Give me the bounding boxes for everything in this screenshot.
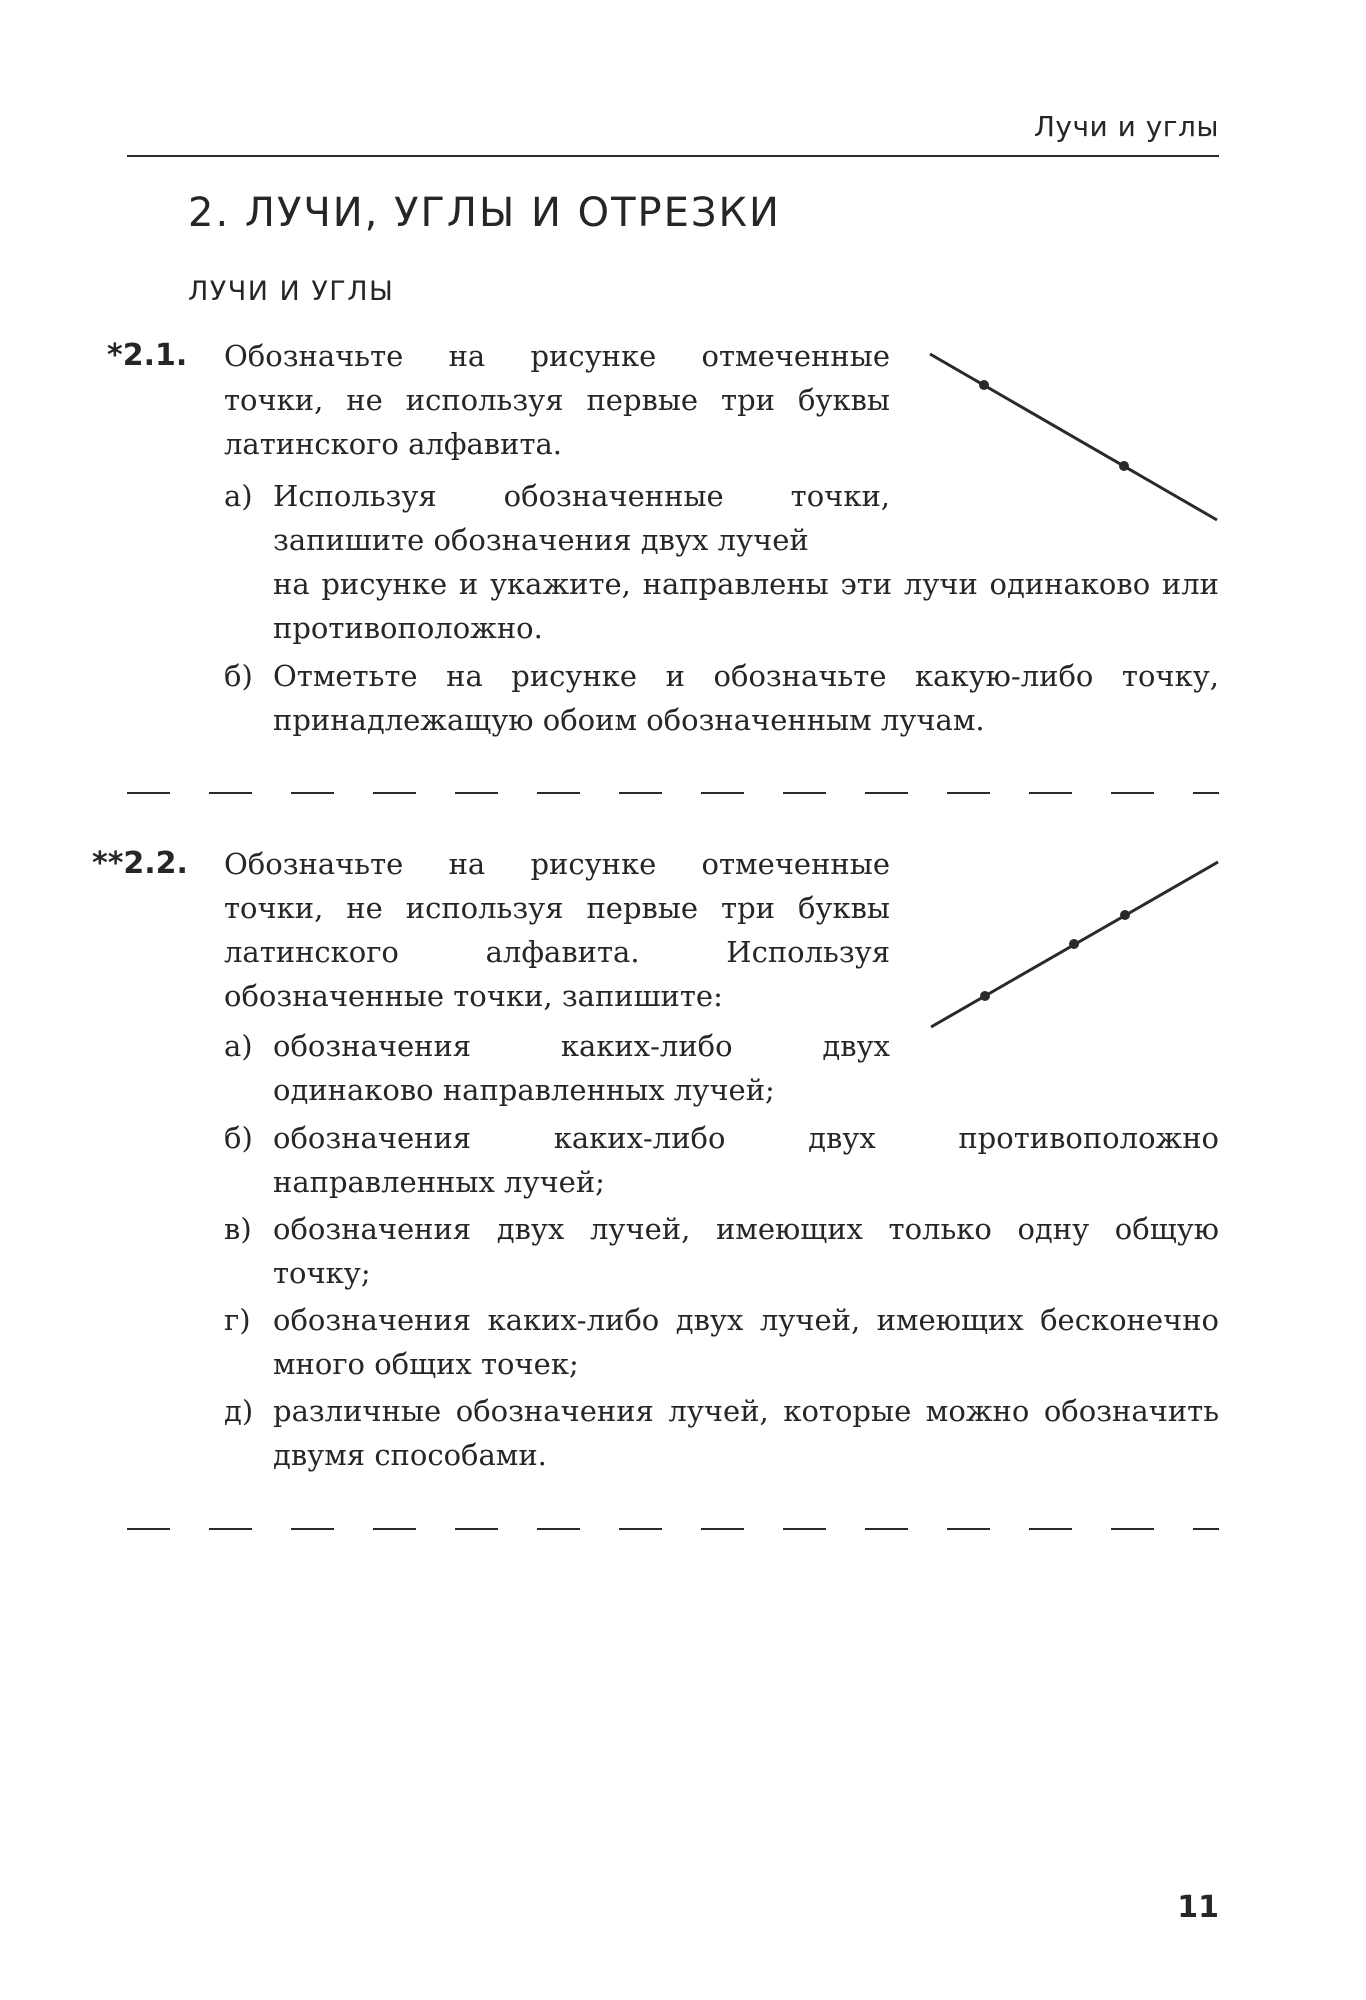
problem-statement: Обозначьте на рисунке отмеченные точки, не используя первые три буквы латинского алфавита. Используя обозначенные точки, запишите: <box>224 847 890 1013</box>
item-text: обозначения двух лучей, имеющих только одну общую точку; <box>273 1212 1219 1290</box>
item-text: Используя обозначенные точки, запишите обозначения двух лучей <box>273 479 890 557</box>
figure-point <box>979 380 989 390</box>
header-rule <box>127 155 1219 157</box>
dashed-separator <box>127 1528 1219 1530</box>
chapter-title: 2. ЛУЧИ, УГЛЫ И ОТРЕЗКИ <box>188 190 781 236</box>
page-number: 11 <box>1177 1890 1219 1925</box>
figure-point <box>980 991 990 1001</box>
item-text: обозначения каких-либо двух лучей, имеющих бесконечно много общих точек; <box>273 1303 1219 1381</box>
item-text-continued: на рисунке и укажите, направлены эти лучи одинаково или противоположно. <box>273 567 1219 645</box>
item-marker: а) <box>224 479 253 513</box>
item-marker: а) <box>224 1029 253 1063</box>
problem-number: *2.1. <box>107 338 188 373</box>
item-marker: г) <box>224 1303 251 1337</box>
item-marker: б) <box>224 1121 253 1155</box>
item-text: обозначения каких-либо двух одинаково направленных лучей; <box>273 1029 890 1107</box>
item-marker: б) <box>224 659 253 693</box>
figure-line <box>930 354 1217 520</box>
item-marker: д) <box>224 1394 254 1428</box>
problem-statement: Обозначьте на рисунке отмеченные точки, не используя первые три буквы латинского алфавита. <box>224 339 890 461</box>
running-head: Лучи и углы <box>1033 110 1219 143</box>
figure-point <box>1069 939 1079 949</box>
item-text: Отметьте на рисунке и обозначьте какую-либо точку, принадлежащую обоим обозначенным лучам. <box>273 659 1219 737</box>
figure-point <box>1120 910 1130 920</box>
problem-number: **2.2. <box>92 846 188 881</box>
figure-point <box>1119 461 1129 471</box>
section-title: ЛУЧИ И УГЛЫ <box>188 276 395 307</box>
ray-figure-2 <box>920 852 1230 1042</box>
item-marker: в) <box>224 1212 252 1246</box>
item-text: обозначения каких-либо двух противоположно направленных лучей; <box>273 1121 1219 1199</box>
item-text: различные обозначения лучей, которые можно обозначить двумя способами. <box>273 1394 1219 1472</box>
dashed-separator <box>127 792 1219 794</box>
ray-figure-1 <box>920 340 1230 530</box>
